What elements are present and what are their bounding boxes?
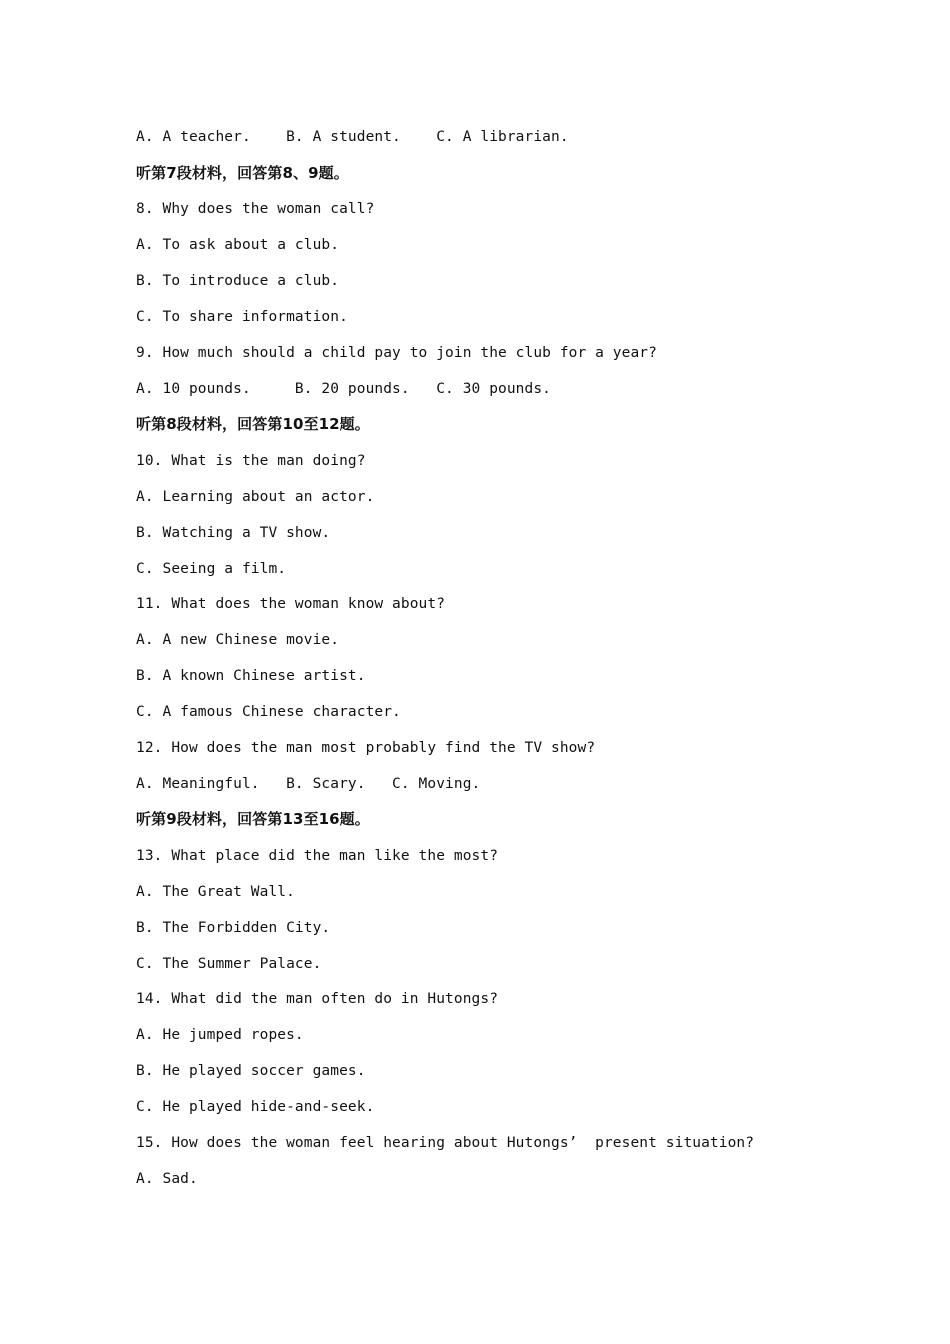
question-12: 12. How does the man most probably find the TV show? [136,740,596,756]
option-14b: B. He played soccer games. [136,1063,366,1079]
question-15: 15. How does the woman feel hearing about Hutongs’ present situation? [136,1135,755,1151]
options-line-q9: A. 10 pounds. B. 20 pounds. C. 30 pounds. [136,381,551,397]
question-10: 10. What is the man doing? [136,453,366,469]
option-13a: A. The Great Wall. [136,884,295,900]
options-line-q7: A. A teacher. B. A student. C. A librarian. [136,129,569,145]
option-11b: B. A known Chinese artist. [136,668,366,684]
option-8b: B. To introduce a club. [136,273,340,289]
option-13c: C. The Summer Palace. [136,956,322,972]
option-11a: A. A new Chinese movie. [136,632,340,648]
options-line-q12: A. Meaningful. B. Scary. C. Moving. [136,776,481,792]
section-heading-8: 听第8段材料，回答第10至12题。 [136,415,370,433]
option-15a: A. Sad. [136,1171,198,1187]
option-13b: B. The Forbidden City. [136,920,331,936]
question-8: 8. Why does the woman call? [136,201,375,217]
option-10b: B. Watching a TV show. [136,525,331,541]
option-10c: C. Seeing a film. [136,561,287,577]
option-14a: A. He jumped ropes. [136,1027,304,1043]
option-8c: C. To share information. [136,309,348,325]
section-heading-9: 听第9段材料，回答第13至16题。 [136,810,370,828]
option-11c: C. A famous Chinese character. [136,704,401,720]
question-14: 14. What did the man often do in Hutongs? [136,991,499,1007]
option-14c: C. He played hide-and-seek. [136,1099,375,1115]
question-13: 13. What place did the man like the most? [136,848,499,864]
option-8a: A. To ask about a club. [136,237,340,253]
question-11: 11. What does the woman know about? [136,596,446,612]
question-9: 9. How much should a child pay to join the club for a year? [136,345,657,361]
section-heading-7: 听第7段材料，回答第8、9题。 [136,164,349,182]
option-10a: A. Learning about an actor. [136,489,375,505]
